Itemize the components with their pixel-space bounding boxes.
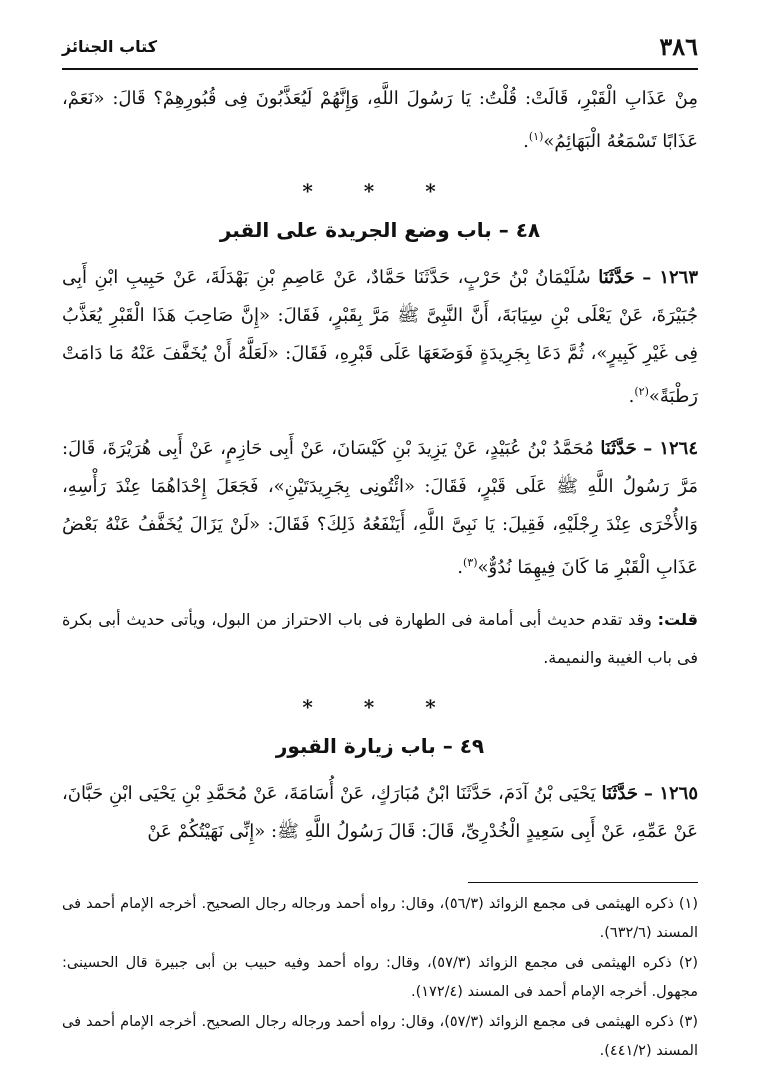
footnote-divider [468, 882, 698, 883]
hadith-number: ١٢٦٣ – [642, 267, 698, 288]
section-separator: * * * [302, 179, 458, 203]
running-title: كتاب الجنائز [62, 36, 158, 56]
hadith-text: مُحَمَّدُ بْنُ عُبَيْدٍ، عَنْ يَزِيدَ بْنِ كَيْسَانَ، عَنْ أَبِى حَازِمٍ، عَنْ أَبِى هُرَيْرَةَ، قَالَ: مَرَّ رَسُولُ اللَّهِ ﷺ عَلَى قَبْرٍ، فَقَالَ: «ائْتُونِى بِجَرِيدَتَيْنِ»، فَجَعَلَ إِحْدَاهُمَا عِنْدَ رَأْسِهِ، وَالأُخْرَى عِنْدَ رِجْلَيْهِ، فَقِيلَ: يَا نَبِىَّ اللَّهِ، أَيَنْفَعُهُ ذَلِكَ؟ فَقَالَ: «لَنْ يَزَالَ يُخَفَّفُ عَنْهُ بَعْضُ عَذَابِ الْقَبْرِ مَا كَانَ فِيهِمَا نُدُوٌّ» [62, 438, 698, 578]
hadith-number: ١٢٦٤ – [643, 438, 698, 459]
page-number: ٣٨٦ [659, 31, 698, 61]
footnote-2: (٢) ذكره الهيثمى فى مجمع الزوائد (٥٧/٣)، وقال: رواه أحمد وفيه حبيب بن أبى جبيرة قال الحسينى: مجهول. أخرجه الإمام أحمد فى المسند (١٧٢/٤). [62, 955, 698, 1000]
hadith-text: سُلَيْمَانُ بْنُ حَرْبٍ، حَدَّثَنَا حَمَّادٌ، عَنْ عَاصِمِ بْنِ بَهْدَلَةَ، عَنْ حَبِيبِ ابْنِ أَبِى جُبَيْرَةَ، عَنْ يَعْلَى بْنِ سِيَابَةَ، أَنَّ النَّبِىَّ ﷺ مَرَّ بِقَبْرٍ، فَقَالَ: «إِنَّ صَاحِبَ هَذَا الْقَبْرِ يُعَذَّبُ فِى غَيْرِ كَبِيرٍ»، ثُمَّ دَعَا بِجَرِيدَةٍ فَوَضَعَهَا عَلَى قَبْرِهِ، فَقَالَ: «لَعَلَّهُ أَنْ يُخَفَّفَ عَنْهُ مَا دَامَتْ رَطْبَةً» [62, 267, 698, 407]
editor-note [62, 601, 698, 677]
intro-text: مِنْ عَذَابِ الْقَبْرِ، قَالَتْ: قُلْتُ: يَا رَسُولَ اللَّهِ، وَإِنَّهُمْ لَيُعَذَّبُونَ فِى قُبُورِهِمْ؟ قَالَ: «نَعَمْ، عَذَابًا تَسْمَعُهُ الْبَهَائِمُ» [62, 88, 698, 152]
page-body [62, 80, 698, 865]
hadith-keyword: حَدَّثَنَا [600, 438, 637, 459]
note-text: وقد تقدم حديث أبى أمامة فى الطهارة فى باب الاحتراز من البول، ويأتى حديث أبى بكرة فى باب الغيبة والنميمة. [62, 610, 698, 667]
intro-paragraph: مِنْ عَذَابِ الْقَبْرِ، قَالَتْ: قُلْتُ: يَا رَسُولَ اللَّهِ، وَإِنَّهُمْ لَيُعَذَّبُونَ فِى قُبُورِهِمْ؟ قَالَ: «نَعَمْ، عَذَابًا تَسْمَعُهُ الْبَهَائِمُ»$^{(١)}$. [62, 88, 698, 152]
section-separator-2: * * * [302, 695, 458, 719]
footnote-3: (٣) ذكره الهيثمى فى مجمع الزوائد (٥٧/٣)، وقال: رواه أحمد ورجاله رجال الصحيح. أخرجه الإمام أحمد فى المسند (٤٤١/٢). [62, 1014, 698, 1059]
hadith-number: ١٢٦٥ – [643, 783, 698, 804]
hadith-keyword: حَدَّثَنَا [601, 783, 638, 804]
hadith-text: يَحْيَى بْنُ آدَمَ، حَدَّثَنَا ابْنُ مُبَارَكٍ، عَنْ أُسَامَةَ، عَنْ مُحَمَّدِ بْنِ يَحْيَى ابْنِ حَبَّانَ، عَنْ عَمِّهِ، عَنْ أَبِى سَعِيدٍ الْخُدْرِىِّ، قَالَ: قَالَ رَسُولُ اللَّهِ ﷺ: «إِنِّى نَهَيْتُكُمْ عَنْ [62, 783, 698, 842]
footnote-ref-3: (٣) [463, 556, 478, 569]
hadith-keyword: حَدَّثَنَا [598, 267, 635, 288]
hadith-1265 [62, 775, 698, 851]
note-keyword: قلت: [657, 610, 699, 629]
page-header [62, 30, 698, 62]
hadith-1264: ١٢٦٤ – حَدَّثَنَا مُحَمَّدُ بْنُ عُبَيْدٍ، عَنْ يَزِيدَ بْنِ كَيْسَانَ، عَنْ أَبِى حَازِمٍ، عَنْ أَبِى هُرَيْرَةَ، قَالَ: مَرَّ رَسُولُ اللَّهِ ﷺ عَلَى قَبْرٍ، فَقَالَ: «ائْتُونِى بِجَرِيدَتَيْنِ»، فَجَعَلَ إِحْدَاهُمَا عِنْدَ رَأْسِهِ، وَالأُخْرَى عِنْدَ رِجْلَيْهِ، فَقِيلَ: يَا نَبِىَّ اللَّهِ، أَيَنْفَعُهُ ذَلِكَ؟ فَقَالَ: «لَنْ يَزَالَ يُخَفَّفُ عَنْهُ بَعْضُ عَذَابِ الْقَبْرِ مَا كَانَ فِيهِمَا نُدُوٌّ»$^{(٣)}$. [62, 438, 698, 578]
footnote-ref-1: (١) [528, 130, 544, 143]
footnote-1: (١) ذكره الهيثمى فى مجمع الزوائد (٥٦/٣)، وقال: رواه أحمد ورجاله رجال الصحيح. أخرجه الإمام أحمد فى المسند (٦٣٢/٦). [62, 896, 698, 941]
chapter-heading-48: ٤٨ – باب وضع الجريدة على القبر [219, 218, 541, 242]
footnotes [62, 890, 698, 1067]
chapter-heading-49: ٤٩ – باب زيارة القبور [275, 734, 485, 758]
hadith-1263: ١٢٦٣ – حَدَّثَنَا سُلَيْمَانُ بْنُ حَرْبٍ، حَدَّثَنَا حَمَّادٌ، عَنْ عَاصِمِ بْنِ بَهْدَلَةَ، عَنْ حَبِيبِ ابْنِ أَبِى جُبَيْرَةَ، عَنْ يَعْلَى بْنِ سِيَابَةَ، أَنَّ النَّبِىَّ ﷺ مَرَّ بِقَبْرٍ، فَقَالَ: «إِنَّ صَاحِبَ هَذَا الْقَبْرِ يُعَذَّبُ فِى غَيْرِ كَبِيرٍ»، ثُمَّ دَعَا بِجَرِيدَةٍ فَوَضَعَهَا عَلَى قَبْرِهِ، فَقَالَ: «لَعَلَّهُ أَنْ يُخَفَّفَ عَنْهُ مَا دَامَتْ رَطْبَةً»$^{(٢)}$. [62, 267, 698, 407]
header-divider [62, 68, 698, 70]
footnote-ref-2: (٢) [634, 385, 649, 398]
